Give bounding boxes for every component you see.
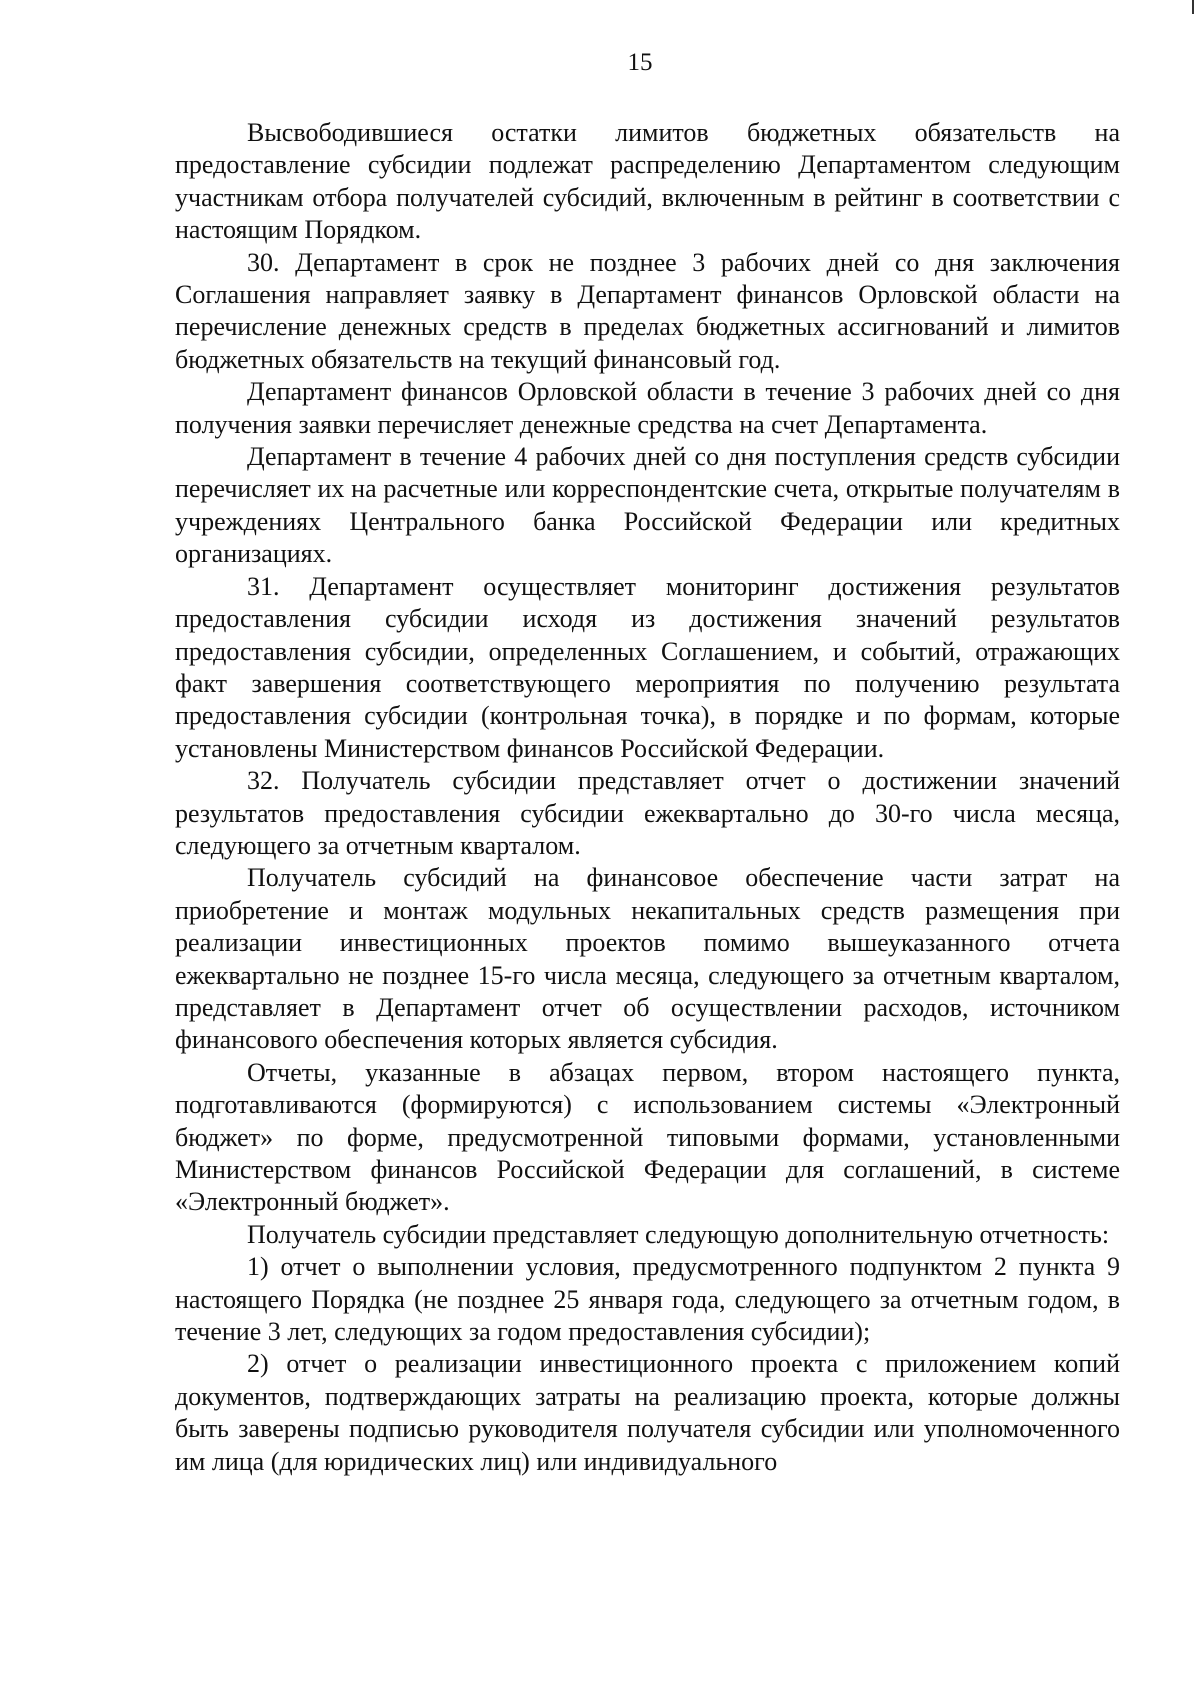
paragraph-electronic-budget: Отчеты, указанные в абзацах первом, втором настоящего пункта, подготавливаются (формируются) с использованием системы «Электронный бюджет» по форме, предусмотренной типовыми формами, установленными Министерством финансов Российской Федерации для соглашений, в системе «Электронный бюджет». [175, 1057, 1120, 1217]
paragraph-department-transfer: Департамент в течение 4 рабочих дней со дня поступления средств субсидии перечисляет их на расчетные или корреспондентские счета, открытые получателям в учреждениях Центрального банка Российской Федерации или кредитных организациях. [175, 442, 1120, 569]
list-item-1: 1) отчет о выполнении условия, предусмотренного подпунктом 2 пункта 9 настоящего Порядка (не позднее 25 января года, следующего за отчетным годом, в течение 3 лет, следующих за годом предоставления субсидии); [175, 1252, 1120, 1347]
paragraph-item-31: 31. Департамент осуществляет мониторинг достижения результатов предоставления субсидии исходя из достижения значений результатов предоставления субсидии, определенных Соглашением, и событий, отражающих факт завершения соответствующего мероприятия по получению результата предоставления субсидии (контрольная точка), в порядке и по формам, которые установлены Министерством финансов Российской Федерации. [175, 571, 1120, 763]
paragraph-quarterly-expense-report: Получатель субсидий на финансовое обеспечение части затрат на приобретение и монтаж модульных некапитальных средств размещения при реализации инвестиционных проектов помимо вышеуказанного отчета ежеквартально не позднее 15-го числа месяца, следующего за отчетным кварталом, представляет в Департамент отчет об осуществлении расходов, источником финансового обеспечения которых является субсидия. [175, 863, 1120, 1055]
paragraph-released-limits: Высвободившиеся остатки лимитов бюджетных обязательств на предоставление субсидии подлежат распределению Департаментом следующим участникам отбора получателей субсидий, включенным в рейтинг в соответствии с настоящим Порядком. [175, 118, 1120, 245]
document-body [175, 117, 1120, 1478]
paragraph-finance-department-transfer: Департамент финансов Орловской области в течение 3 рабочих дней со дня получения заявки перечисляет денежные средства на счет Департамента. [175, 377, 1120, 439]
paragraph-additional-reporting: Получатель субсидии представляет следующую дополнительную отчетность: [247, 1219, 1110, 1249]
list-item-2: 2) отчет о реализации инвестиционного проекта с приложением копий документов, подтверждающих затраты на реализацию проекта, которые должны быть заверены подписью руководителя получателя субсидии или уполномоченного им лица (для юридических лиц) или индивидуального [175, 1349, 1120, 1476]
paragraph-item-32: 32. Получатель субсидии представляет отчет о достижении значений результатов предоставления субсидии ежеквартально до 30-го числа месяца, следующего за отчетным кварталом. [175, 766, 1120, 860]
page-number: 15 [627, 49, 653, 76]
scan-edge-mark [1192, 0, 1194, 14]
paragraph-item-30: 30. Департамент в срок не позднее 3 рабочих дней со дня заключения Соглашения направляет заявку в Департамент финансов Орловской области на перечисление денежных средств в пределах бюджетных ассигнований и лимитов бюджетных обязательств на текущий финансовый год. [175, 247, 1120, 374]
